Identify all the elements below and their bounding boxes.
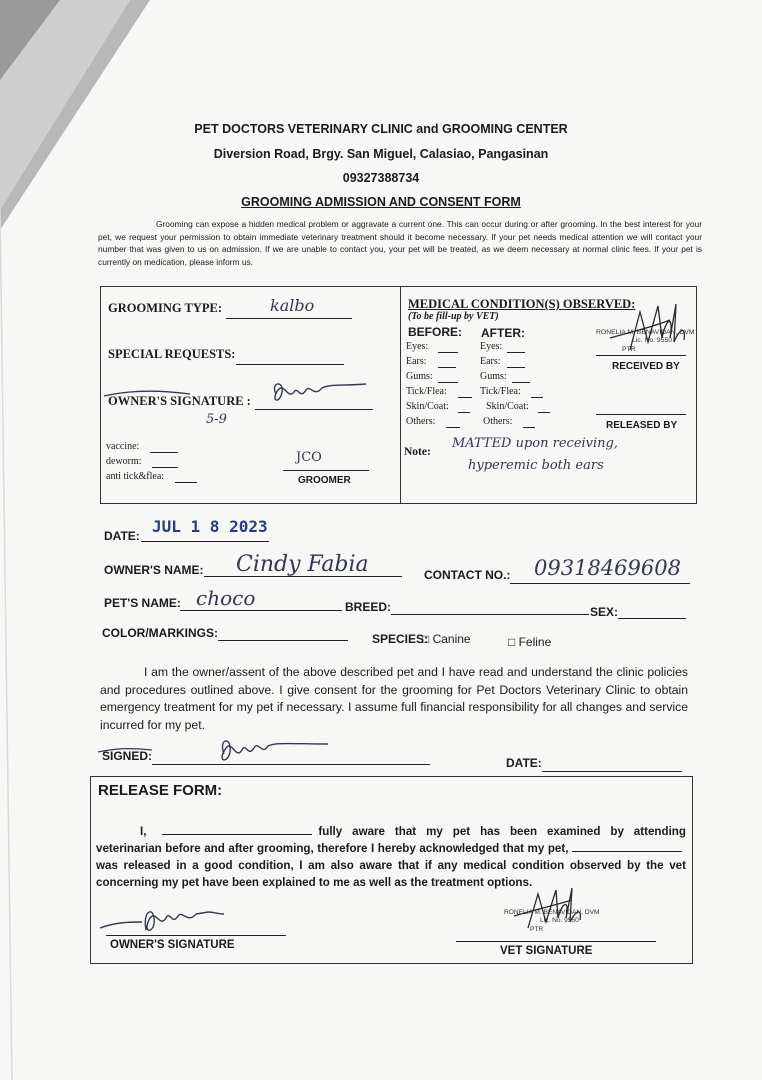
after-skin-coat: Skin/Coat:: [486, 401, 529, 412]
sex-line: [618, 618, 686, 619]
medical-subtitle: (To be fill-up by VET): [408, 311, 499, 322]
color-markings-label: COLOR/MARKINGS:: [102, 626, 218, 640]
release-owner-signature-label: OWNER'S SIGNATURE: [110, 939, 235, 951]
note-line-1: MATTED upon receiving,: [452, 436, 619, 451]
after-line: [507, 352, 525, 353]
owner-signature-signed: [96, 734, 336, 768]
signed-date-label: DATE:: [506, 756, 542, 770]
vet-stamp-license: Lic. No. 9550: [632, 337, 673, 344]
vet-signature-line: [456, 941, 656, 942]
note-line-2: hyperemic both ears: [468, 458, 604, 473]
before-gums: Gums:: [406, 371, 433, 382]
vaccine-line: [150, 452, 178, 453]
groomer-label: GROOMER: [298, 475, 351, 486]
after-eyes: Eyes:: [480, 341, 503, 352]
release-text-b: was released in a good condition, I am also aware that if any medical condition observed by the vet concerning my pet have been explained to me as well as the treatment options.: [96, 859, 686, 889]
released-by-line: [596, 414, 686, 415]
pet-name-label: PET'S NAME:: [104, 596, 181, 610]
after-line: [507, 367, 525, 368]
before-others: Others:: [406, 416, 436, 427]
release-pet-blank: [572, 851, 682, 852]
clinic-address: Diversion Road, Brgy. San Miguel, Calasiao, Pangasinan: [213, 147, 549, 161]
vet-signature-label: VET SIGNATURE: [500, 945, 593, 957]
species-feline-checkbox: □ Feline: [508, 635, 552, 649]
sex-label: SEX:: [590, 605, 619, 619]
tick-flea-line: [175, 482, 197, 483]
owner-signature-note: 5-9: [206, 412, 227, 427]
vet-signature-bottom: [508, 884, 588, 934]
after-others: Others:: [483, 416, 513, 427]
grooming-type-value: kalbo: [270, 296, 315, 315]
vet-stamp-ptr: PTR: [622, 346, 636, 353]
after-line: [538, 412, 550, 413]
pet-name-line: [180, 610, 342, 611]
signed-date-line: [542, 771, 682, 772]
before-line: [438, 367, 456, 368]
species-label: SPECIES:: [372, 632, 429, 646]
pet-name-value: choco: [196, 586, 256, 610]
release-owner-blank: [162, 834, 312, 835]
before-tick-flea: Tick/Flea:: [406, 386, 447, 397]
form-title: GROOMING ADMISSION AND CONSENT FORM: [241, 195, 521, 209]
contact-label: CONTACT NO.:: [424, 568, 511, 582]
owner-signature-label: OWNER'S SIGNATURE :: [108, 394, 251, 408]
tick-flea-label: anti tick&flea:: [106, 471, 165, 482]
species-canine-checkbox: □ Canine: [422, 632, 471, 646]
before-line: [458, 412, 470, 413]
vaccine-label: vaccine:: [106, 441, 140, 452]
clinic-phone: 09327388734: [342, 171, 420, 185]
release-owner-signature: [96, 900, 236, 936]
after-tick-flea: Tick/Flea:: [480, 386, 521, 397]
date-stamp-value: JUL 1 8 2023: [152, 517, 268, 536]
before-eyes: Eyes:: [406, 341, 429, 352]
consent-paragraph: I am the owner/assent of the above described pet and I have read and understand the clinic policies and procedures outlined above. I give consent for the grooming for Pet Doctors Veterinary Clinic to obtain emergency treatment for my pet if necessary. I assume full financial responsibility for all changes and service incurred for my pet.: [100, 665, 688, 732]
contact-value: 09318469608: [534, 556, 681, 580]
before-ears: Ears:: [406, 356, 427, 367]
medical-title: MEDICAL CONDITION(S) OBSERVED:: [408, 297, 636, 311]
breed-label: BREED:: [345, 600, 392, 614]
after-line: [512, 382, 530, 383]
intro-paragraph: Grooming can expose a hidden medical problem or aggravate a current one. This can occur during or after grooming. In the best interest for your pet, we request your permission to obtain immediate veterinary treatment should it become necessary. If your pet needs medical attention we will contact your number that was given to us on admission. If we are unable to contact you, your pet will be treated, as we deem necessary at normal clinic fees. If your pet is currently on medication, please inform us.: [98, 219, 702, 267]
before-line: [458, 397, 472, 398]
before-line: [446, 427, 460, 428]
grooming-type-line: [226, 318, 352, 319]
release-stamp-ptr: PTR: [530, 926, 544, 933]
date-line: [141, 541, 269, 542]
groomer-value: JCO: [296, 450, 322, 465]
vet-stamp-name: RONELIA M. BENAVIDAN, DVM: [596, 329, 695, 336]
release-stamp-name: RONELIA M. BENAVIDAN, DVM: [504, 909, 600, 916]
breed-line: [391, 614, 589, 615]
release-title: RELEASE FORM:: [98, 782, 223, 799]
owner-name-label: OWNER'S NAME:: [104, 563, 204, 577]
release-text-i: I,: [140, 825, 147, 838]
owner-signature-scribble: [100, 376, 370, 412]
released-by-label: RELEASED BY: [606, 420, 678, 431]
groomer-line: [283, 470, 369, 471]
vet-signature-top: [600, 298, 690, 358]
contact-line: [510, 583, 690, 584]
special-requests-line: [236, 364, 344, 365]
special-requests-label: SPECIAL REQUESTS:: [108, 347, 236, 361]
release-text-a: fully aware that my pet has been examined by attending veterinarian before and after grooming, therefore I hereby acknowledged that my pet,: [96, 825, 686, 855]
after-ears: Ears:: [480, 356, 501, 367]
deworm-label: deworm:: [106, 456, 142, 467]
after-line: [531, 397, 543, 398]
release-stamp-license: Lic. No. 9550: [540, 917, 579, 924]
before-skin-coat: Skin/Coat:: [406, 401, 449, 412]
after-label: AFTER:: [481, 326, 525, 340]
received-by-label: RECEIVED BY: [612, 361, 680, 372]
owner-name-value: Cindy Fabia: [236, 552, 369, 577]
grooming-type-label: GROOMING TYPE:: [108, 301, 223, 315]
deworm-line: [152, 467, 178, 468]
color-markings-line: [218, 640, 348, 641]
before-label: BEFORE:: [408, 325, 462, 339]
before-line: [438, 352, 458, 353]
release-owner-line: [106, 935, 286, 936]
after-line: [523, 427, 535, 428]
release-paragraph: [96, 823, 686, 891]
date-label: DATE:: [104, 529, 140, 543]
signed-label: SIGNED:: [102, 749, 153, 763]
received-by-line: [596, 355, 686, 356]
before-line: [438, 382, 458, 383]
after-gums: Gums:: [480, 371, 507, 382]
note-label: Note:: [404, 446, 431, 458]
clinic-name: PET DOCTORS VETERINARY CLINIC and GROOMING CENTER: [194, 122, 568, 136]
